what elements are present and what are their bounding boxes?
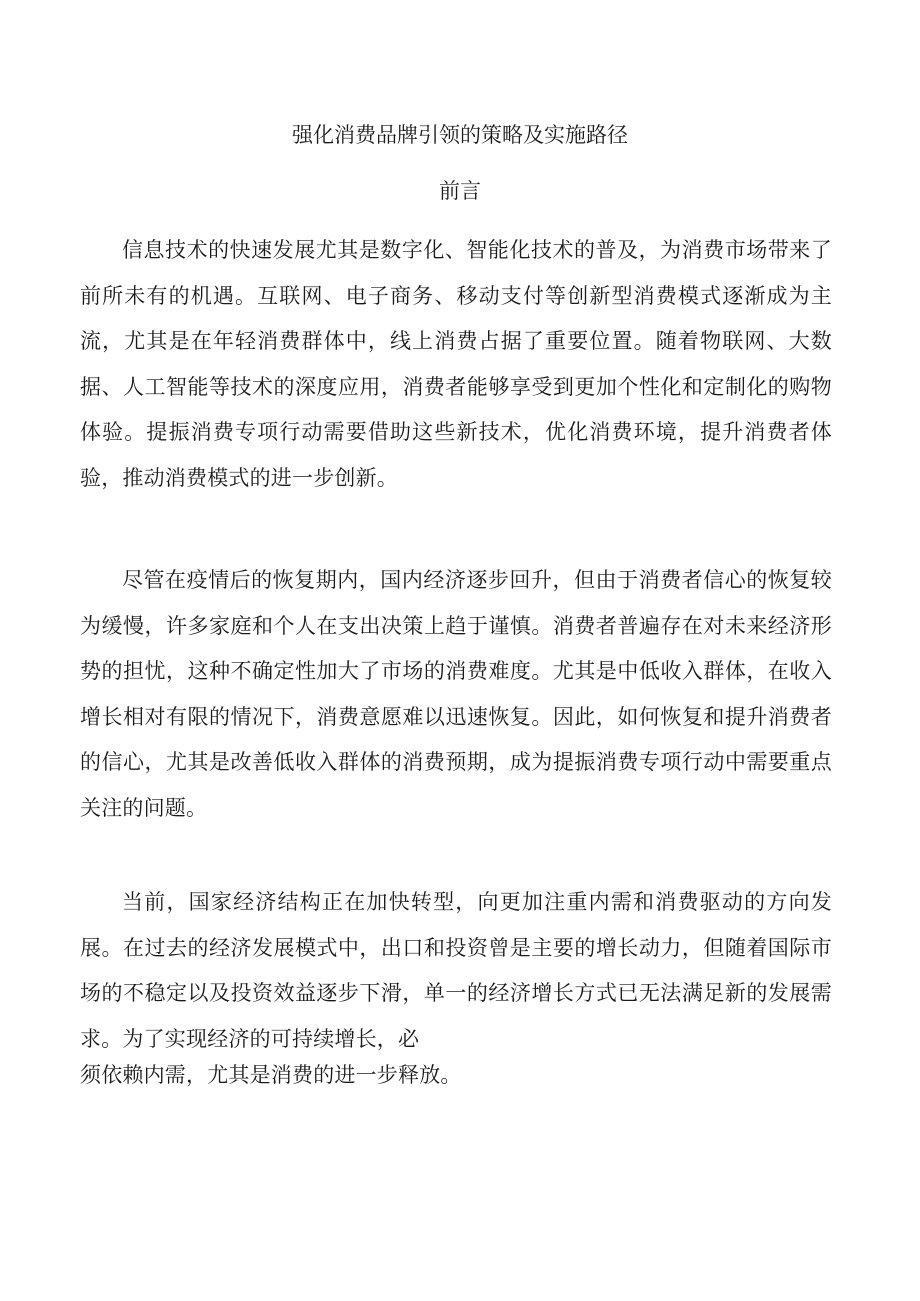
paragraph [80, 558, 832, 831]
section-heading: 前言 [439, 179, 481, 203]
paragraph [80, 228, 832, 501]
document-title: 强化消费品牌引领的策略及实施路径 [292, 123, 628, 147]
paragraph-tail-text: 须依赖内需，尤其是消费的进一步释放。 [80, 1063, 462, 1087]
paragraph [80, 880, 832, 1092]
paragraph-text: 信息技术的快速发展尤其是数字化、智能化技术的普及，为消费市场带来了前所未有的机遇。互联网、电子商务、移动支付等创新型消费模式逐渐成为主流，尤其是在年轻消费群体中，线上消费占据了重要位置。随着物联网、大数据、人工智能等技术的深度应用，消费者能够享受到更加个性化和定制化的购物体验。提振消费专项行动需要借助这些新技术，优化消费环境，提升消费者体验，推动消费模式的进一步创新。 [80, 238, 832, 490]
paragraph-text: 尽管在疫情后的恢复期内，国内经济逐步回升，但由于消费者信心的恢复较为缓慢，许多家庭和个人在支出决策上趋于谨慎。消费者普遍存在对未来经济形势的担忧，这种不确定性加大了市场的消费难度。尤其是中低收入群体，在收入增长相对有限的情况下，消费意愿难以迅速恢复。因此，如何恢复和提升消费者的信心，尤其是改善低收入群体的消费预期，成为提振消费专项行动中需要重点关注的问题。 [80, 568, 832, 820]
paragraph-text: 当前，国家经济结构正在加快转型，向更加注重内需和消费驱动的方向发展。在过去的经济发展模式中，出口和投资曾是主要的增长动力，但随着国际市场的不稳定以及投资效益逐步下滑，单一的经济增长方式已无法满足新的发展需求。为了实现经济的可持续增长，必 [80, 890, 832, 1051]
